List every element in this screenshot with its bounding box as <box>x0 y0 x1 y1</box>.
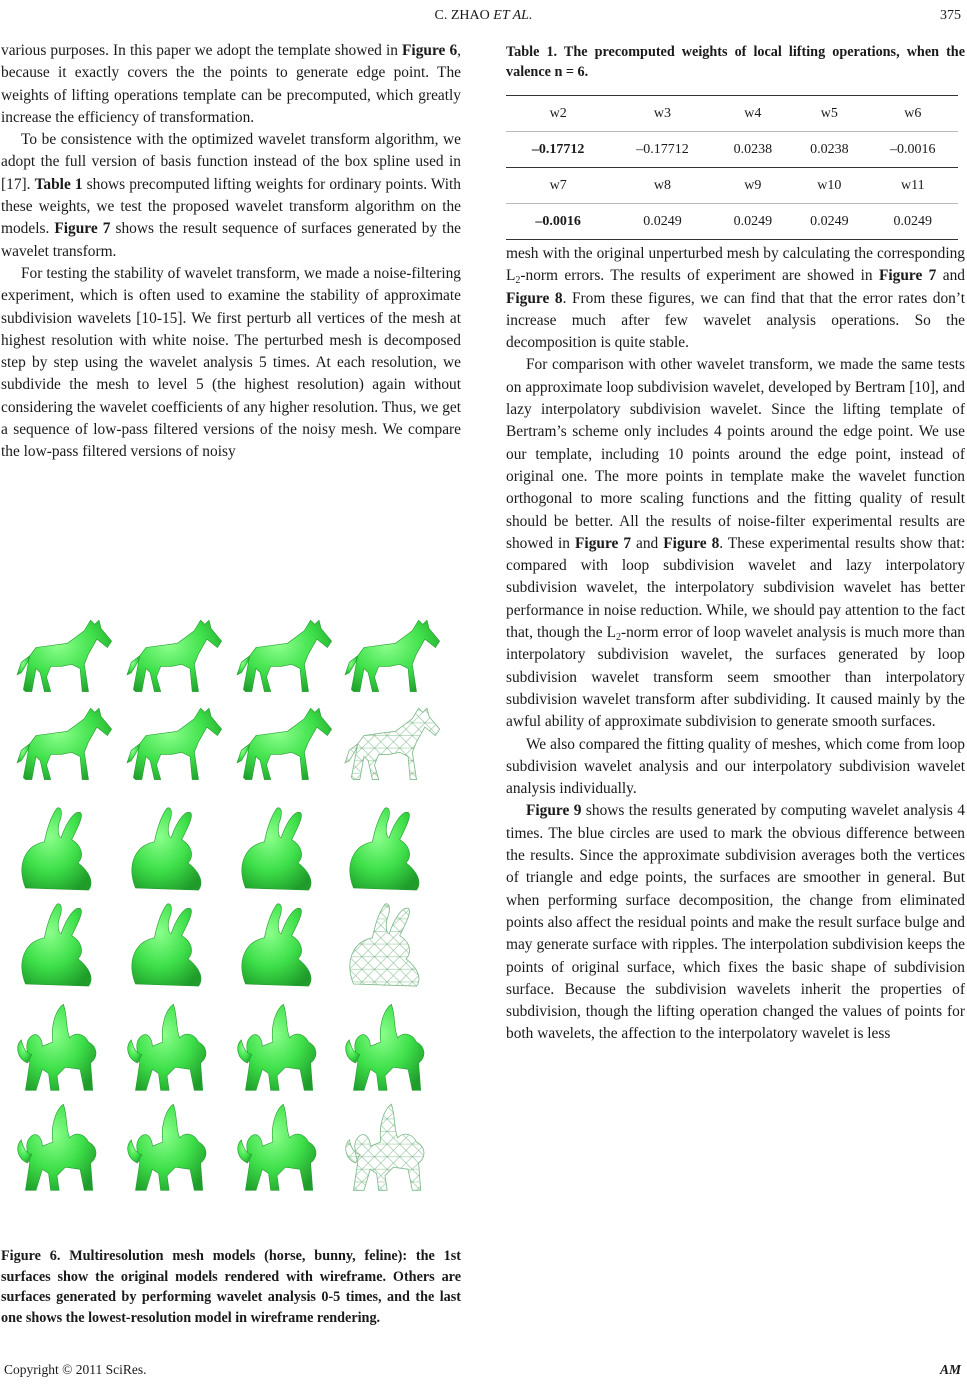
figure-6 <box>5 608 455 1238</box>
figure-7-ref[interactable]: Figure 7 <box>878 267 937 285</box>
horse-model-r1-c1 <box>17 620 112 691</box>
horse-model-r2-c1 <box>17 708 112 779</box>
table-value-row-1: –0.17712 –0.17712 0.0238 0.0238 –0.0016 <box>506 132 958 168</box>
figure-9-ref[interactable]: Figure 9 <box>526 802 582 820</box>
running-head-etal: ET AL. <box>493 8 533 23</box>
bunny-model-r3-c1 <box>22 808 91 890</box>
figure-8-ref[interactable]: Figure 8 <box>663 534 720 552</box>
table-header-row-1: w2 w3 w4 w5 w6 <box>506 96 958 132</box>
table-1-weights <box>506 95 958 240</box>
table-header-row-2: w7 w8 w9 w10 w11 <box>506 168 958 204</box>
bunny-model-r4-c4 <box>350 904 419 986</box>
left-column <box>1 40 461 464</box>
figure-6-models <box>5 608 455 1238</box>
table-value-row-2: –0.0016 0.0249 0.0249 0.0249 0.0249 <box>506 204 958 240</box>
bunny-model-r3-c3 <box>242 808 311 890</box>
copyright-notice: Copyright © 2011 SciRes. <box>4 1362 147 1377</box>
page-number: 375 <box>940 8 961 23</box>
feline-model-r5-c2 <box>128 1004 206 1090</box>
feline-model-r6-c1 <box>18 1104 96 1190</box>
paragraph-basis-function: To be consistence with the optimized wavelet transform algorithm, we adopt the full version of basis function instead of the box spline used in [17]. Table 1 shows precomputed lifting weights for ordinary points. With these weights, we test the proposed wavelet transform algorithm on the models. Figure 7 shows the result sequence of surfaces generated by the wavelet transform. <box>1 131 461 260</box>
right-column <box>506 243 965 1046</box>
feline-model-r6-c3 <box>238 1104 316 1190</box>
paragraph-template: various purposes. In this paper we adopt the template showed in Figure 6, because it exactly covers the the points to generate edge point. The weights of lifting operations template can be precomputed, which greatly increase the efficiency of transformation. <box>1 42 461 126</box>
running-head-author: C. ZHAO <box>434 8 490 23</box>
horse-model-r2-c2 <box>127 708 221 779</box>
paragraph-comparison: For comparison with other wavelet transform, we made the same tests on approximate loop subdivision wavelet, developed by Bertram [10], and lazy interpolatory subdivision wavelet. Since the lifting template of Bertram’s scheme only includes 4 points around the edge point. We use our template, including 10 points around the edge point, instead of original one. The more points in template make the wavelet function orthogonal to more scaling functions and the fitting quality of result should be better. All the results of noise-filter experimental results are showed in Figure 7 and Figure 8. These experimental results show that: compared with loop subdivision wavelet and lazy interpolatory subdivision wavelet, the interpolatory subdivision wavelet has better performance in noise reduction. While, we should pay attention to the fact that, though the $L_2$-norm error of loop wavelet analysis is much more than interpolatory subdivision wavelet, the surfaces generated by loop subdivision wavelet transform seem smoother than interpolatory subdivision wavelet transform after subdividing. It caused mainly by the awful ability of approximate subdivision to generate smooth surfaces. <box>506 356 965 731</box>
table-1-ref[interactable]: Table 1 <box>34 175 83 193</box>
bunny-model-r4-c2 <box>132 904 201 986</box>
bunny-model-r4-c1 <box>22 904 91 986</box>
horse-model-r2-c4 <box>345 708 440 779</box>
bunny-model-r3-c4 <box>350 808 419 890</box>
journal-abbrev: AM <box>939 1362 961 1377</box>
figure-6-caption: Figure 6. Multiresolution mesh models (horse, bunny, feline): the 1st surfaces show the original models rendered with wireframe. Others are surfaces generated by performing wavelet analysis 0-5 times, and the last one shows the lowest-resolution model in wireframe rendering. <box>1 1248 461 1326</box>
figure-6-ref[interactable]: Figure 6 <box>402 42 458 59</box>
page-header <box>0 6 967 26</box>
figure-7-ref[interactable]: Figure 7 <box>575 534 632 552</box>
bunny-model-r3-c2 <box>132 808 201 890</box>
horse-model-r1-c4 <box>345 620 440 691</box>
figure-7-ref[interactable]: Figure 7 <box>54 220 111 238</box>
bunny-model-r4-c3 <box>242 904 311 986</box>
horse-model-r2-c3 <box>237 708 332 779</box>
horse-model-r1-c3 <box>237 620 332 691</box>
feline-model-r5-c3 <box>238 1004 316 1090</box>
paragraph-figure-9: Figure 9 shows the results generated by computing wavelet analysis 4 times. The blue circles are used to mark the obvious difference between the results. Since the approximate subdivision averages both the vertices of triangle and edge points, the surfaces are smoother in general. But when performing surface decomposition, the change from eliminated points also affect the residual points and make the result surface bulge and may generate surface with ripples. The interpolation subdivision keeps the points of original surface, which fixes the basic shape of subdivision surface. Because the subdivision wavelets inherit the properties of subdivision, though the lifting operation changed the values of points for both wavelets, the affection to the interpolatory wavelet is less <box>506 802 966 1043</box>
paragraph-noise-filter: For testing the stability of wavelet transform, we made a noise-filtering experiment, which is often used to examine the stability of approximate subdivision wavelets [10-15]. We first perturb all vertices of the mesh at highest resolution with white noise. The perturbed mesh is decomposed step by step using the wavelet analysis 5 times. At each resolution, we subdivide the mesh to level 5 (the highest resolution) again without considering the wavelet coefficients of any higher resolution. Thus, we get a sequence of low-pass filtered versions of the noisy mesh. We compare the low-pass filtered versions of noisy <box>1 264 461 461</box>
paragraph-fitting-quality: We also compared the fitting quality of meshes, which come from loop subdivision wavelet analysis and our interpolatory subdivision wavelet analysis individually. <box>506 735 965 798</box>
feline-model-r6-c4 <box>346 1104 424 1190</box>
running-head <box>0 8 967 24</box>
paragraph-l2-error: mesh with the original unperturbed mesh by calculating the corresponding $L_2$-norm errors. The results of experiment are showed in Figure 7 and Figure 8. From these figures, we can find that that the error rates don’t increase much after few wavelet analysis operations. So the decomposition is quite stable. <box>506 245 965 352</box>
table-1-caption: Table 1. The precomputed weights of local lifting operations, when the valence n = 6. <box>506 44 965 80</box>
feline-model-r5-c1 <box>18 1004 96 1090</box>
feline-model-r5-c4 <box>346 1004 424 1090</box>
horse-model-r1-c2 <box>127 620 221 691</box>
figure-8-ref[interactable]: Figure 8 <box>506 289 563 307</box>
feline-model-r6-c2 <box>128 1104 206 1190</box>
